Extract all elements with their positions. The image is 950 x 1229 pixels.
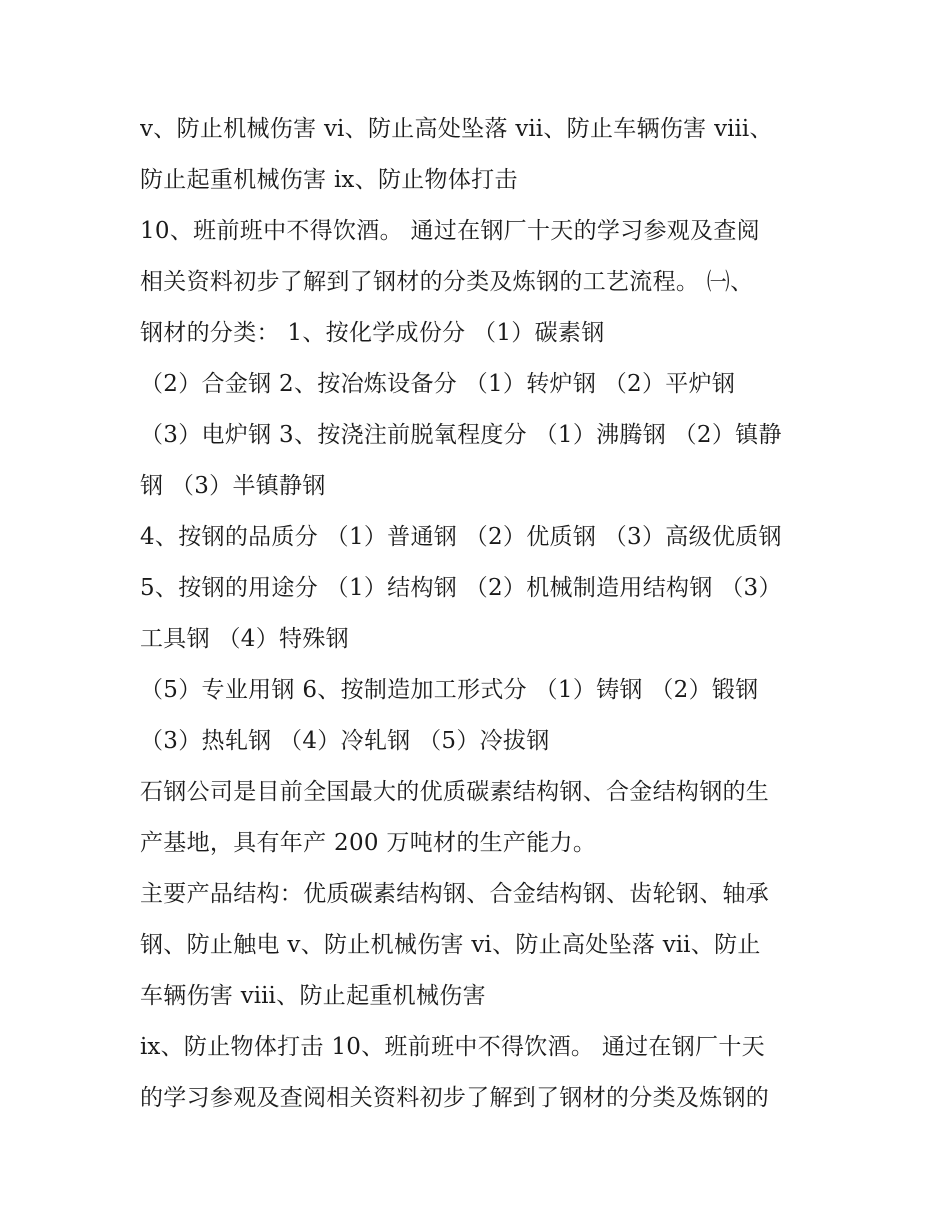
text-line: ⅸ、防止物体打击 10、班前班中不得饮酒。 通过在钢厂十天 xyxy=(140,1034,765,1060)
text-line: （3）电炉钢 3、按浇注前脱氧程度分 （1）沸腾钢 （2）镇静 xyxy=(140,422,782,448)
text-line: 工具钢 （4）特殊钢 xyxy=(140,626,349,652)
text-line: 产基地，具有年产 200 万吨材的生产能力。 xyxy=(140,830,597,856)
body-text xyxy=(140,104,830,1124)
text-line: 4、按钢的品质分 （1）普通钢 （2）优质钢 （3）高级优质钢 xyxy=(140,524,782,550)
text-line: 5、按钢的用途分 （1）结构钢 （2）机械制造用结构钢 （3） xyxy=(140,575,782,601)
text-line: （5）专业用钢 6、按制造加工形式分 （1）铸钢 （2）锻钢 xyxy=(140,677,759,703)
text-line: 钢材的分类： 1、按化学成份分 （1）碳素钢 xyxy=(140,320,605,346)
text-line: 钢、防止触电 ⅴ、防止机械伤害 ⅵ、防止高处坠落 ⅶ、防止 xyxy=(140,932,761,958)
text-line: ⅴ、防止机械伤害 ⅵ、防止高处坠落 ⅶ、防止车辆伤害 ⅷ、 xyxy=(140,116,773,142)
text-line: 10、班前班中不得饮酒。 通过在钢厂十天的学习参观及查阅 xyxy=(140,218,760,244)
text-line: 的学习参观及查阅相关资料初步了解到了钢材的分类及炼钢的 xyxy=(140,1085,770,1111)
text-line: （3）热轧钢 （4）冷轧钢 （5）冷拔钢 xyxy=(140,728,550,754)
text-line: 相关资料初步了解到了钢材的分类及炼钢的工艺流程。 ㈠、 xyxy=(140,269,754,295)
text-line: （2）合金钢 2、按冶炼设备分 （1）转炉钢 （2）平炉钢 xyxy=(140,371,736,397)
text-line: 钢 （3）半镇静钢 xyxy=(140,473,326,499)
text-line: 石钢公司是目前全国最大的优质碳素结构钢、合金结构钢的生 xyxy=(140,779,770,805)
text-line: 车辆伤害 ⅷ、防止起重机械伤害 xyxy=(140,983,486,1009)
text-line: 主要产品结构：优质碳素结构钢、合金结构钢、齿轮钢、轴承 xyxy=(140,881,770,907)
text-line: 防止起重机械伤害 ⅸ、防止物体打击 xyxy=(140,167,518,193)
